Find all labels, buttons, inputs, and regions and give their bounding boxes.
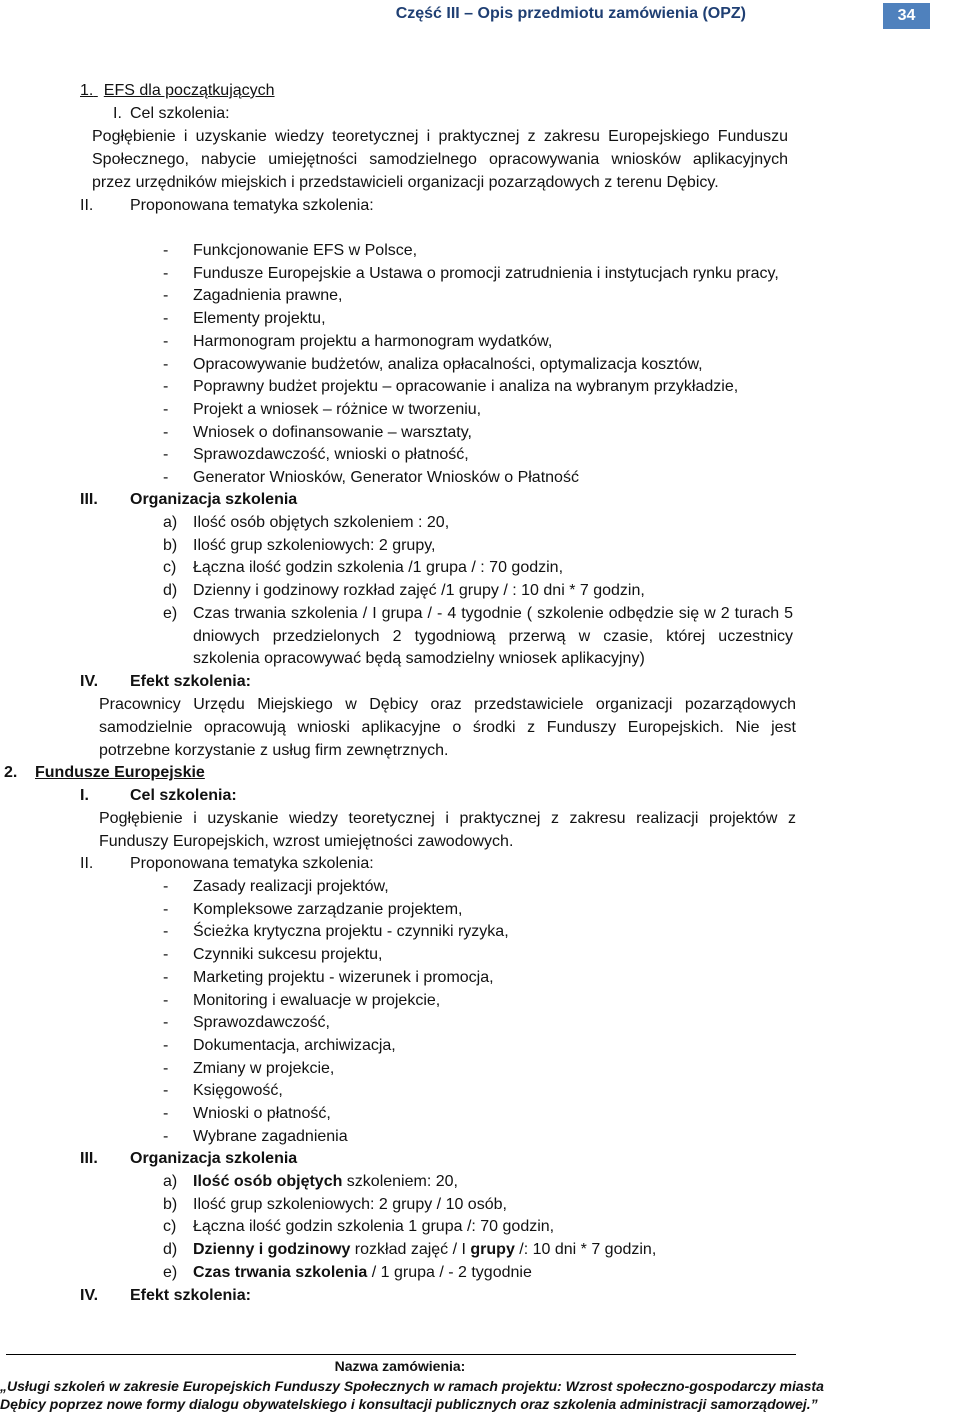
organizacja-item: Ilość osób objętych szkoleniem : 20, — [193, 514, 450, 531]
topic-item: Zasady realizacji projektów, — [193, 878, 389, 895]
list-bullet-dash: - — [163, 469, 169, 486]
s1-cel-number: I. — [113, 105, 122, 122]
footer-order-name-line: Dębicy poprzez nowe formy dialogu obywatelskiego i konsultacji publicznych oraz szkolenia administracji samorządowej.” — [0, 1396, 818, 1412]
topic-item: Kompleksowe zarządzanie projektem, — [193, 900, 463, 918]
s1-tematyka-number: II. — [80, 197, 94, 214]
section-1-title: EFS dla początkujących — [103, 82, 275, 99]
list-marker: b) — [163, 1195, 178, 1213]
topic-item: Generator Wniosków, Generator Wniosków o Płatność — [193, 469, 579, 486]
s1-efekt-text-line: samodzielnie opracowują wnioski aplikacyjne o środki z Funduszy Europejskich. Nie jest — [99, 719, 796, 736]
list-bullet-dash: - — [163, 423, 169, 441]
organizacja-item — [193, 1171, 458, 1193]
organizacja-item-text: Łączna ilość godzin szkolenia 1 grupa /: 70 godzin, — [193, 1218, 555, 1236]
list-bullet-dash: - — [163, 400, 169, 418]
s1-cel-text-line: Pogłębienie i uzyskanie wiedzy teoretycznej i praktycznej z zakresu Europejskiego Funduszu — [92, 128, 788, 145]
list-bullet-dash: - — [163, 946, 169, 964]
organizacja-item-text: szkoleniem: 20, — [342, 1173, 458, 1190]
s1-organizacja-number: III. — [80, 491, 98, 508]
s2-cel-number: I. — [80, 787, 89, 804]
list-bullet-dash: - — [163, 242, 169, 259]
topic-item: Dokumentacja, archiwizacja, — [193, 1036, 396, 1054]
s2-efekt-number: IV. — [80, 1287, 99, 1304]
list-marker: d) — [163, 1241, 178, 1259]
s2-tematyka-number: II. — [80, 855, 94, 872]
list-bullet-dash: - — [163, 1127, 169, 1145]
topic-item: Księgowość, — [193, 1082, 283, 1100]
list-bullet-dash: - — [163, 378, 169, 396]
topic-item: Wnioski o płatność, — [193, 1105, 331, 1122]
list-marker: d) — [163, 582, 178, 600]
s1-efekt-text-line: potrzebne korzystanie z usług firm zewnętrznych. — [99, 742, 449, 759]
topic-item: Czynniki sukcesu projektu, — [193, 946, 383, 964]
s1-efekt-number: IV. — [80, 673, 99, 690]
s2-cel-text-line: Pogłębienie i uzyskanie wiedzy teoretycznej i praktycznej z zakresu realizacji projektów z — [99, 810, 796, 827]
topic-item: Zagadnienia prawne, — [193, 287, 343, 305]
list-bullet-dash: - — [163, 1059, 169, 1077]
list-bullet-dash: - — [163, 332, 169, 350]
footer-order-name-line: „Usługi szkoleń w zakresie Europejskich Funduszy Społecznych w ramach projektu: Wzrost społeczno-gospodarczy miasta — [0, 1378, 824, 1394]
organizacja-item-line: dniowych przedzielonych 2 tygodniową przerwą w czasie, której uczestnicy — [193, 627, 793, 645]
s1-efekt-label: Efekt szkolenia: — [130, 673, 251, 690]
topic-item: Wniosek o dofinansowanie – warsztaty, — [193, 423, 472, 441]
topic-item: Elementy projektu, — [193, 310, 326, 328]
section-2-number: 2. — [4, 764, 18, 781]
list-bullet-dash: - — [163, 355, 169, 373]
list-bullet-dash: - — [163, 923, 169, 941]
organizacja-item-line: szkolenia opracowywać będą samodzielny wniosek aplikacyjny) — [193, 650, 645, 668]
list-bullet-dash: - — [163, 264, 169, 282]
s1-organizacja-label: Organizacja szkolenia — [130, 491, 298, 508]
list-bullet-dash: - — [163, 446, 169, 464]
list-marker: e) — [163, 604, 178, 622]
list-bullet-dash: - — [163, 1082, 169, 1100]
section-1-number: 1. — [80, 82, 94, 99]
topic-item: Poprawny budżet projektu – opracowanie i analiza na wybranym przykładzie, — [193, 378, 739, 396]
organizacja-item-line: Czas trwania szkolenia / I grupa / - 4 tygodnie ( szkolenie odbędzie się w 2 turach 5 — [193, 604, 793, 622]
list-marker: c) — [163, 1218, 177, 1236]
footer-divider — [6, 1354, 796, 1355]
s1-cel-label: Cel szkolenia: — [130, 105, 230, 122]
organizacja-item-text: Ilość grup szkoleniowych: 2 grupy / 10 osób, — [193, 1195, 507, 1213]
topic-item: Projekt a wniosek – różnice w tworzeniu, — [193, 400, 482, 418]
list-bullet-dash: - — [163, 878, 169, 895]
list-bullet-dash: - — [163, 1014, 169, 1032]
organizacja-item — [193, 1216, 554, 1238]
organizacja-item: Łączna ilość godzin szkolenia /1 grupa / : 70 godzin, — [193, 559, 564, 577]
s1-cel-text-line: przez urzędników miejskich i przedstawicieli organizacji pozarządowych z terenu Dębicy. — [92, 174, 719, 191]
list-bullet-dash: - — [163, 1105, 169, 1122]
list-marker: e) — [163, 1263, 178, 1281]
s1-tematyka-label: Proponowana tematyka szkolenia: — [130, 197, 374, 214]
list-bullet-dash: - — [163, 968, 169, 986]
organizacja-item-text: /: 10 dni * 7 godzin, — [514, 1241, 657, 1259]
s2-organizacja-label: Organizacja szkolenia — [130, 1150, 298, 1167]
s2-efekt-label: Efekt szkolenia: — [130, 1287, 251, 1304]
list-marker: a) — [163, 514, 178, 531]
organizacja-item-bold: grupy — [470, 1241, 515, 1259]
list-bullet-dash: - — [163, 900, 169, 918]
topic-item: Harmonogram projektu a harmonogram wydatków, — [193, 332, 553, 350]
organizacja-item-text: / 1 grupa / - 2 tygodnie — [367, 1263, 532, 1281]
list-bullet-dash: - — [163, 287, 169, 305]
page-number-badge: 34 — [883, 3, 930, 29]
organizacja-item: Ilość grup szkoleniowych: 2 grupy, — [193, 536, 436, 554]
topic-item: Zmiany w projekcie, — [193, 1059, 335, 1077]
list-marker: b) — [163, 536, 178, 554]
topic-item: Opracowywanie budżetów, analiza opłacalności, optymalizacja kosztów, — [193, 355, 703, 373]
s2-tematyka-label: Proponowana tematyka szkolenia: — [130, 855, 374, 872]
organizacja-item: Dzienny i godzinowy rozkład zajęć /1 grupy / : 10 dni * 7 godzin, — [193, 582, 645, 600]
section-1-heading — [80, 80, 275, 102]
organizacja-item-bold: Czas trwania szkolenia — [193, 1263, 368, 1281]
topic-item: Fundusze Europejskie a Ustawa o promocji zatrudnienia i instytucjach rynku pracy, — [193, 264, 779, 282]
topic-item: Funkcjonowanie EFS w Polsce, — [193, 242, 418, 259]
s1-cel-text-line: Społecznego, nabycie umiejętności samodzielnego opracowywania wniosków aplikacyjnych — [92, 151, 788, 168]
topic-item: Monitoring i ewaluacje w projekcie, — [193, 991, 441, 1009]
list-bullet-dash: - — [163, 991, 169, 1009]
s2-cel-text-line: Funduszy Europejskich, wzrost umiejętności zawodowych. — [99, 833, 514, 850]
s2-organizacja-number: III. — [80, 1150, 98, 1167]
organizacja-item — [193, 1194, 507, 1216]
organizacja-item — [193, 1239, 656, 1261]
list-bullet-dash: - — [163, 1036, 169, 1054]
organizacja-item-bold: Dzienny i godzinowy — [193, 1241, 351, 1259]
topic-item: Wybrane zagadnienia — [193, 1127, 348, 1145]
list-marker: c) — [163, 559, 177, 577]
list-marker: a) — [163, 1173, 178, 1190]
document-header-title: Część III – Opis przedmiotu zamówienia (OPZ) — [395, 5, 746, 22]
topic-item: Sprawozdawczość, wnioski o płatność, — [193, 446, 469, 464]
organizacja-item-text: rozkład zajęć / I — [350, 1241, 471, 1259]
list-bullet-dash: - — [163, 310, 169, 328]
topic-item: Ścieżka krytyczna projektu - czynniki ryzyka, — [193, 923, 509, 941]
footer-label: Nazwa zamówienia: — [334, 1358, 466, 1374]
s1-efekt-text-line: Pracownicy Urzędu Miejskiego w Dębicy oraz przedstawiciele organizacji pozarządowych — [99, 696, 796, 713]
organizacja-item-bold: Ilość osób objętych — [193, 1173, 343, 1190]
s2-cel-label: Cel szkolenia: — [130, 787, 237, 804]
section-2-title: Fundusze Europejskie — [35, 764, 205, 781]
topic-item: Marketing projektu - wizerunek i promocja, — [193, 968, 494, 986]
organizacja-item — [193, 1262, 532, 1284]
topic-item: Sprawozdawczość, — [193, 1014, 330, 1032]
